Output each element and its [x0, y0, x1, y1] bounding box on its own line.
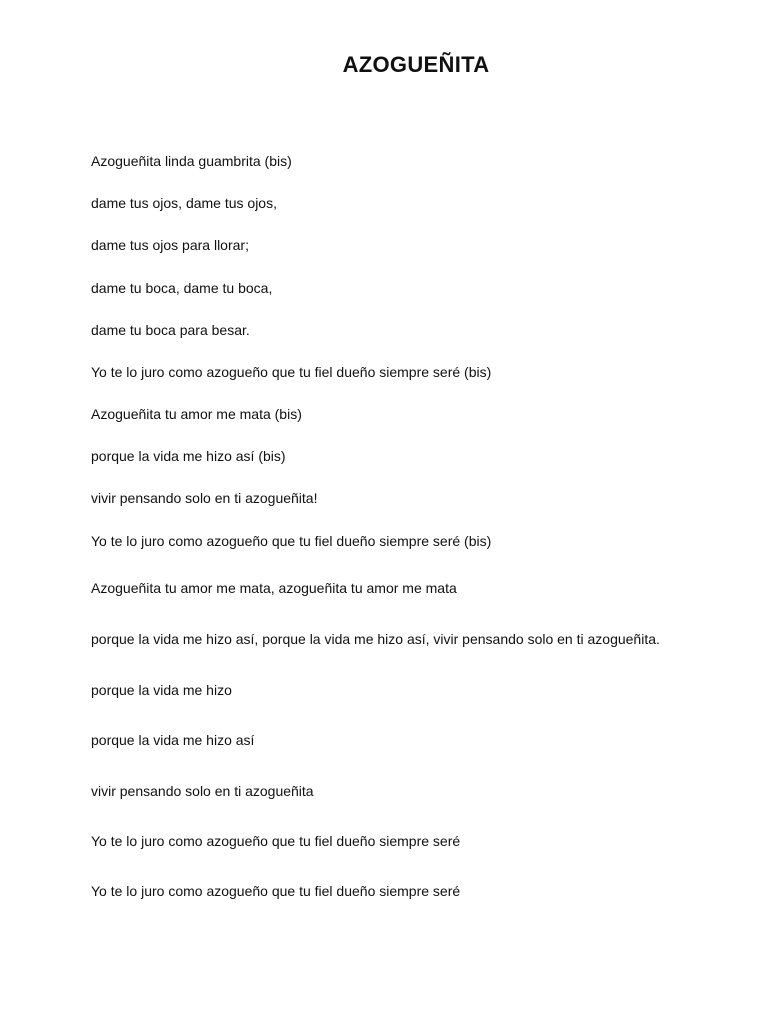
- lyric-line: porque la vida me hizo así (bis): [91, 448, 286, 464]
- lyric-line: dame tu boca, dame tu boca,: [91, 280, 273, 296]
- lyric-line: dame tu boca para besar.: [91, 322, 250, 338]
- lyric-line: dame tus ojos, dame tus ojos,: [91, 195, 277, 211]
- lyric-line: Yo te lo juro como azogueño que tu fiel dueño siempre seré: [91, 833, 461, 849]
- lyric-line: vivir pensando solo en ti azogueñita!: [91, 490, 318, 506]
- lyric-line: vivir pensando solo en ti azogueñita: [91, 783, 314, 799]
- lyric-line: Yo te lo juro como azogueño que tu fiel dueño siempre seré (bis): [91, 364, 492, 380]
- lyric-line: porque la vida me hizo así, porque la vida me hizo así, vivir pensando solo en ti azogueñita.: [91, 631, 660, 647]
- lyric-line: dame tus ojos para llorar;: [91, 237, 249, 253]
- lyric-line: Yo te lo juro como azogueño que tu fiel dueño siempre seré: [91, 883, 461, 899]
- lyric-line: Azogueñita tu amor me mata, azogueñita tu amor me mata: [91, 580, 457, 596]
- lyric-line: porque la vida me hizo: [91, 682, 232, 698]
- lyric-line: Azogueñita tu amor me mata (bis): [91, 406, 302, 422]
- lyric-line: porque la vida me hizo así: [91, 732, 255, 748]
- lyric-line: Azogueñita linda guambrita (bis): [91, 153, 292, 169]
- lyric-line: Yo te lo juro como azogueño que tu fiel dueño siempre seré (bis): [91, 533, 492, 549]
- page-title: AZOGUEÑITA: [342, 52, 490, 77]
